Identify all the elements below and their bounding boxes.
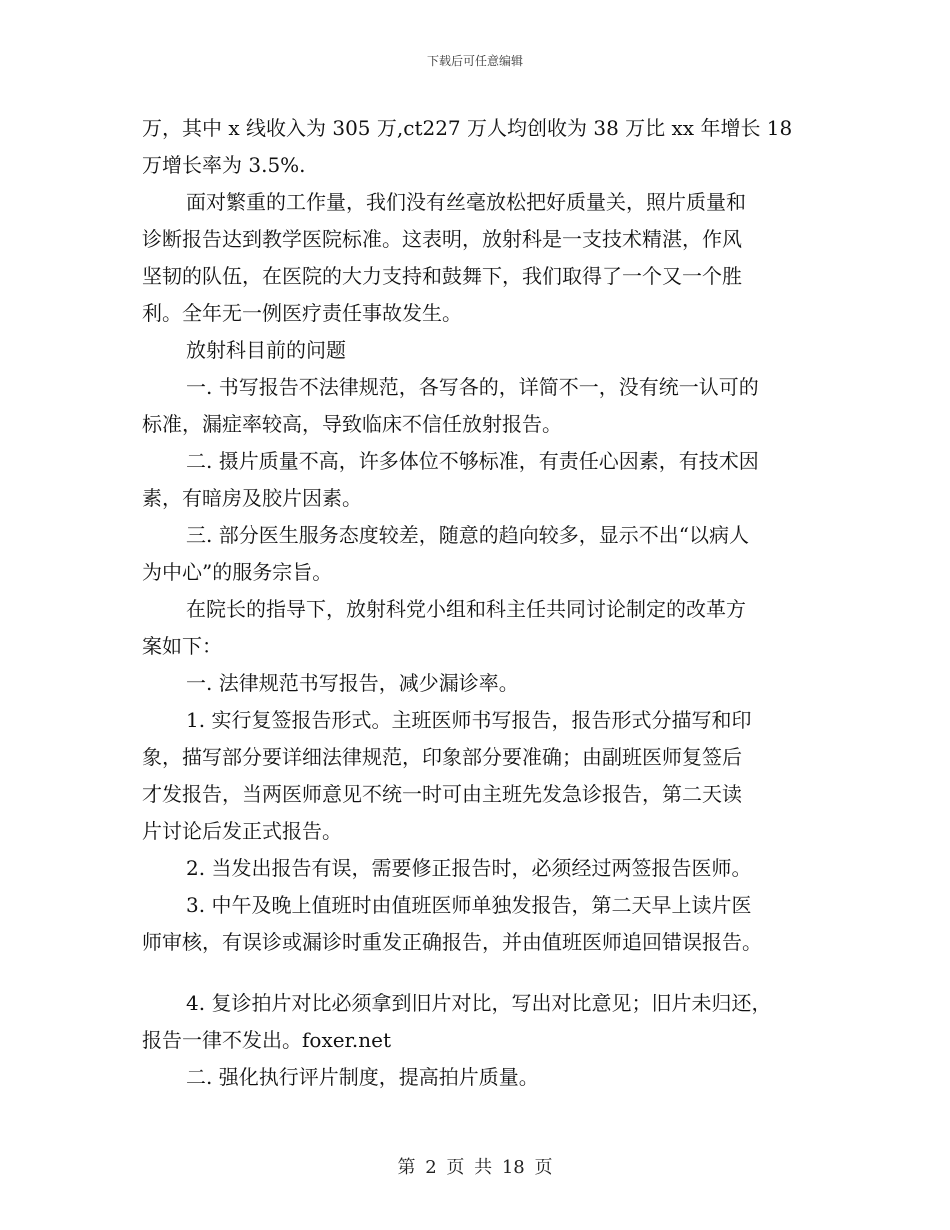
paragraph-start: 面对繁重的工作量，我们没有丝毫放松把好质量关，照片质量和 — [186, 190, 746, 214]
paragraph-start: 4. 复诊拍片对比必须拿到旧片对比，写出对比意见；旧片未归还， — [186, 991, 772, 1015]
text-line: 万，其中 x 线收入为 305 万,ct227 万人均创收为 38 万比 xx 年增长 18 — [142, 116, 793, 140]
paragraph-start: 二. 摄片质量不高，许多体位不够标准，有责任心因素，有技术因 — [186, 449, 759, 473]
text-line: 报告一律不发出。foxer.net — [142, 1028, 392, 1052]
text-line: 片讨论后发正式报告。 — [142, 819, 342, 843]
page-footer: 第 2 页 共 18 页 — [397, 1157, 553, 1178]
paragraph-start: 三. 部分医生服务态度较差，随意的趋向较多，显示不出“以病人 — [186, 523, 749, 547]
text-line: 万增长率为 3.5%. — [142, 153, 306, 177]
paragraph-gap — [142, 961, 812, 985]
document-body — [142, 110, 812, 1096]
text-line: 案如下： — [142, 634, 222, 658]
text-line: 诊断报告达到教学医院标准。这表明，放射科是一支技术精湛，作风 — [142, 227, 742, 251]
page-header: 下载后可任意编辑 — [426, 54, 523, 68]
paragraph-start: 3. 中午及晚上值班时由值班医师单独发报告，第二天早上读片医 — [186, 893, 752, 917]
text-line: 标准，漏症率较高，导致临床不信任放射报告。 — [142, 412, 562, 436]
text-line: 坚韧的队伍，在医院的大力支持和鼓舞下，我们取得了一个又一个胜 — [142, 264, 742, 288]
text-line: 才发报告，当两医师意见不统一时可由主班先发急诊报告，第二天读 — [142, 782, 742, 806]
paragraph-start: 在院长的指导下，放射科党小组和科主任共同讨论制定的改革方 — [186, 597, 746, 621]
text-line: 象，描写部分要详细法律规范，印象部分要准确；由副班医师复签后 — [142, 745, 742, 769]
paragraph-start: 1. 实行复签报告形式。主班医师书写报告，报告形式分描写和印 — [186, 708, 752, 732]
section-heading: 一. 法律规范书写报告，减少漏诊率。 — [186, 671, 519, 695]
text-line: 素，有暗房及胶片因素。 — [142, 486, 362, 510]
paragraph-start: 一. 书写报告不法律规范，各写各的，详简不一，没有统一认可的 — [186, 375, 759, 399]
paragraph-start: 2. 当发出报告有误，需要修正报告时，必须经过两签报告医师。 — [186, 856, 752, 880]
section-heading: 放射科目前的问题 — [186, 338, 346, 362]
text-line: 为中心”的服务宗旨。 — [142, 560, 333, 584]
text-line: 师审核，有误诊或漏诊时重发正确报告，并由值班医师追回错误报告。 — [142, 930, 762, 954]
section-heading: 二. 强化执行评片制度，提高拍片质量。 — [186, 1065, 539, 1089]
text-line: 利。全年无一例医疗责任事故发生。 — [142, 301, 462, 325]
